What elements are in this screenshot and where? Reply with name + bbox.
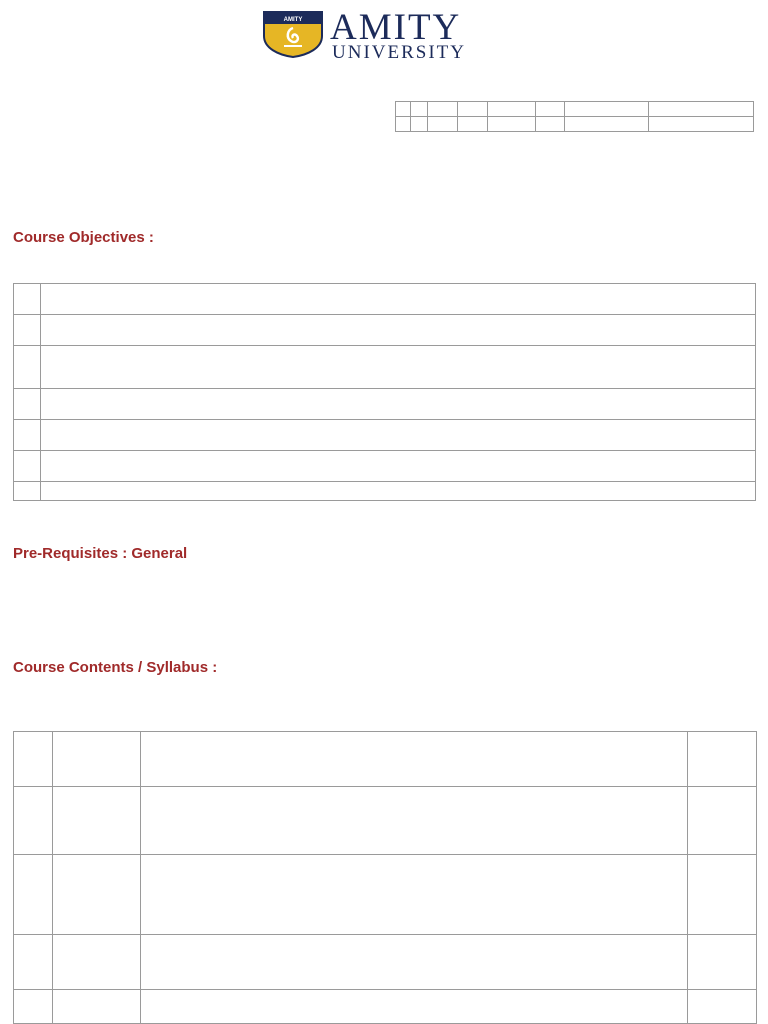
prerequisites-heading: Pre-Requisites : General bbox=[13, 545, 188, 562]
objective-text-cell bbox=[41, 451, 756, 482]
objective-text-cell bbox=[41, 420, 756, 451]
syllabus-cell bbox=[688, 855, 757, 935]
code-grid-cell bbox=[411, 117, 428, 132]
objective-number-cell bbox=[14, 451, 41, 482]
syllabus-cell bbox=[14, 935, 53, 990]
syllabus-cell bbox=[14, 732, 53, 787]
objective-number-cell bbox=[14, 315, 41, 346]
objective-row bbox=[14, 315, 756, 346]
objective-number-cell bbox=[14, 346, 41, 389]
objective-text-cell bbox=[41, 346, 756, 389]
objective-row bbox=[14, 482, 756, 501]
syllabus-cell bbox=[14, 855, 53, 935]
syllabus-cell bbox=[53, 990, 141, 1024]
course-objectives-table bbox=[13, 283, 756, 501]
logo-subtitle: UNIVERSITY bbox=[332, 42, 466, 63]
svg-text:AMITY: AMITY bbox=[283, 17, 303, 23]
course-objectives-heading: Course Objectives : bbox=[13, 229, 154, 246]
shield-emblem-icon bbox=[262, 10, 324, 58]
syllabus-cell bbox=[141, 990, 688, 1024]
objective-row bbox=[14, 284, 756, 315]
code-grid-row bbox=[396, 102, 754, 117]
code-grid-cell bbox=[565, 102, 649, 117]
code-grid-row bbox=[396, 117, 754, 132]
code-grid-cell bbox=[488, 117, 536, 132]
objective-number-cell bbox=[14, 420, 41, 451]
objective-number-cell bbox=[14, 389, 41, 420]
syllabus-cell bbox=[53, 732, 141, 787]
code-grid-cell bbox=[458, 117, 488, 132]
syllabus-table bbox=[13, 731, 757, 1024]
code-grid-cell bbox=[536, 117, 565, 132]
objective-row bbox=[14, 451, 756, 482]
syllabus-cell bbox=[688, 935, 757, 990]
code-grid-cell bbox=[428, 117, 458, 132]
objective-row bbox=[14, 420, 756, 451]
course-contents-heading: Course Contents / Syllabus : bbox=[13, 659, 218, 676]
code-grid-cell bbox=[428, 102, 458, 117]
objective-number-cell bbox=[14, 482, 41, 501]
code-grid-cell bbox=[411, 102, 428, 117]
code-grid-cell bbox=[396, 117, 411, 132]
code-grid-cell bbox=[565, 117, 649, 132]
code-grid-cell bbox=[649, 117, 754, 132]
code-grid-cell bbox=[458, 102, 488, 117]
syllabus-cell bbox=[688, 787, 757, 855]
code-grid-cell bbox=[396, 102, 411, 117]
code-grid-cell bbox=[649, 102, 754, 117]
objective-row bbox=[14, 346, 756, 389]
syllabus-cell bbox=[14, 787, 53, 855]
syllabus-cell bbox=[141, 787, 688, 855]
objective-row bbox=[14, 389, 756, 420]
syllabus-row bbox=[14, 935, 757, 990]
syllabus-cell bbox=[53, 935, 141, 990]
code-grid-cell bbox=[488, 102, 536, 117]
objective-text-cell bbox=[41, 389, 756, 420]
syllabus-row bbox=[14, 787, 757, 855]
code-grid-cell bbox=[536, 102, 565, 117]
objective-number-cell bbox=[14, 284, 41, 315]
amity-university-logo bbox=[262, 7, 508, 63]
syllabus-cell bbox=[141, 935, 688, 990]
syllabus-cell bbox=[53, 855, 141, 935]
syllabus-cell bbox=[688, 990, 757, 1024]
objective-text-cell bbox=[41, 482, 756, 501]
syllabus-row bbox=[14, 732, 757, 787]
syllabus-cell bbox=[141, 732, 688, 787]
objective-text-cell bbox=[41, 284, 756, 315]
syllabus-row bbox=[14, 855, 757, 935]
objective-text-cell bbox=[41, 315, 756, 346]
syllabus-cell bbox=[53, 787, 141, 855]
syllabus-cell bbox=[141, 855, 688, 935]
syllabus-cell bbox=[14, 990, 53, 1024]
logo-title: AMITY bbox=[330, 7, 462, 48]
syllabus-cell bbox=[688, 732, 757, 787]
course-code-grid bbox=[395, 101, 754, 132]
syllabus-row bbox=[14, 990, 757, 1024]
